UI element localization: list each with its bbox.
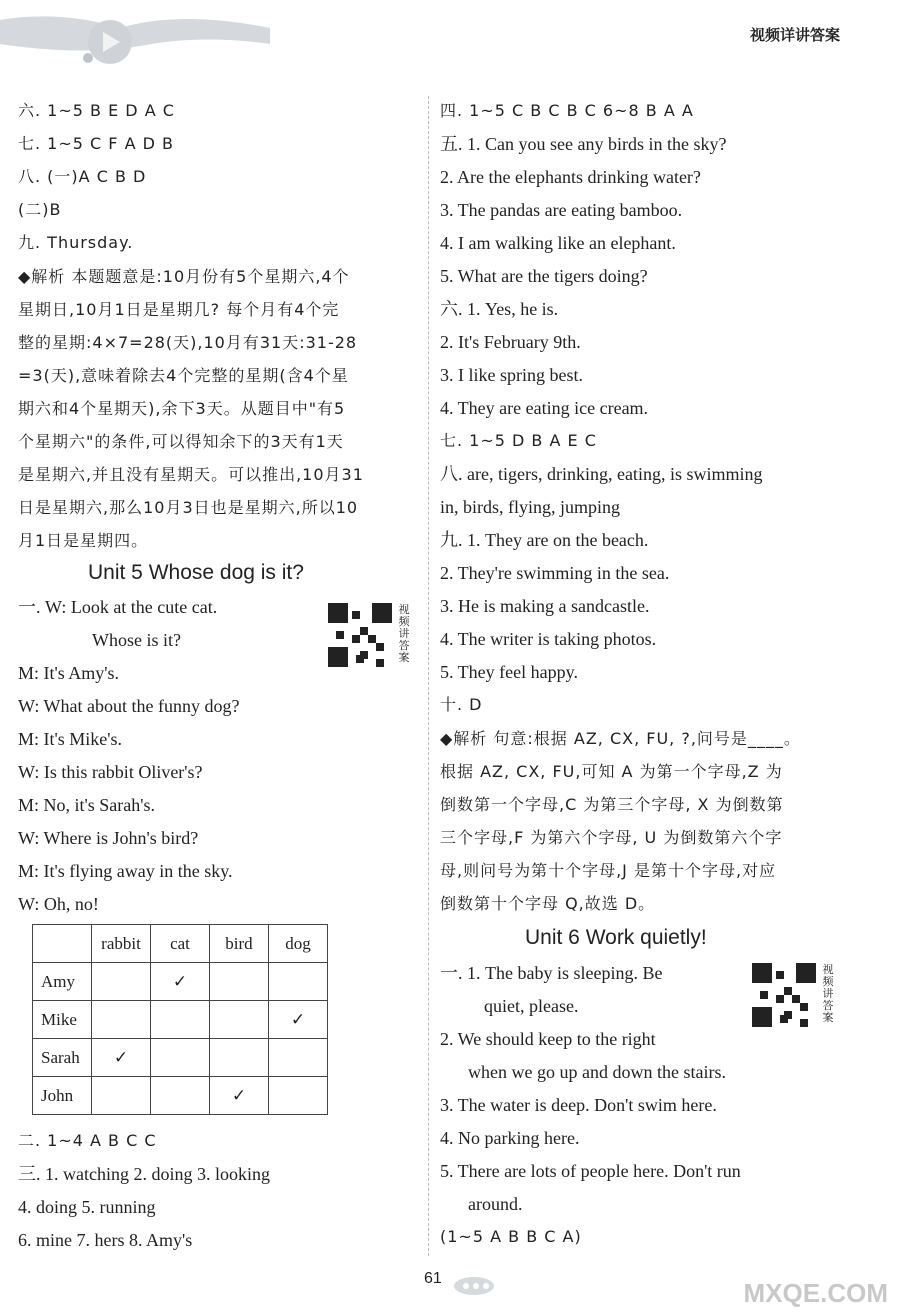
answer-line: 4. They are eating ice cream. — [440, 398, 649, 418]
answer-line: 十. D — [440, 695, 483, 714]
answer-line: (1~5 A B B C A) — [440, 1227, 582, 1246]
dialogue-line: M: No, it's Sarah's. — [18, 795, 155, 815]
answer-line: 6. mine 7. hers 8. Amy's — [18, 1230, 193, 1250]
answer-line: 4. No parking here. — [440, 1128, 580, 1148]
answer-line: 4. doing 5. running — [18, 1197, 156, 1217]
qr-code-icon — [752, 963, 816, 1027]
analysis-line: 个星期六"的条件,可以得知余下的3天有1天 — [18, 432, 344, 451]
answer-line: 九. Thursday. — [18, 233, 134, 252]
dialogue-line: W: Is this rabbit Oliver's? — [18, 762, 203, 782]
table-header-cell: cat — [151, 925, 210, 963]
answer-line: 六. 1~5 B E D A C — [18, 101, 175, 120]
check-mark — [92, 1001, 151, 1039]
check-mark — [92, 1077, 151, 1115]
analysis-line: 期六和4个星期天),余下3天。从题目中"有5 — [18, 399, 346, 418]
answer-line: 四. 1~5 C B C B C 6~8 B A A — [440, 101, 694, 120]
dialogue-line: M: It's Mike's. — [18, 729, 122, 749]
answer-line: 3. The pandas are eating bamboo. — [440, 200, 683, 220]
answer-line: 3. The water is deep. Don't swim here. — [440, 1095, 717, 1115]
answer-line: 4. I am walking like an elephant. — [440, 233, 676, 253]
page-number-decoration-icon — [450, 1270, 498, 1296]
qr-label: 视频讲答案 — [822, 963, 834, 1024]
table-header-cell: rabbit — [92, 925, 151, 963]
answer-line: 七. 1~5 D B A E C — [440, 431, 597, 450]
answer-line: 2. Are the elephants drinking water? — [440, 167, 701, 187]
table-row — [33, 1077, 328, 1115]
check-mark — [269, 1039, 328, 1077]
answer-line: in, birds, flying, jumping — [440, 497, 620, 517]
analysis-line: 倒数第十个字母 Q,故选 D。 — [440, 894, 656, 913]
answer-line: when we go up and down the stairs. — [468, 1062, 726, 1082]
dialogue-line: M: It's Amy's. — [18, 663, 120, 683]
table-row — [33, 1001, 328, 1039]
unit-5-heading: Unit 5 Whose dog is it? — [88, 561, 304, 584]
qr-label: 视频讲答案 — [398, 603, 410, 664]
check-mark — [210, 1039, 269, 1077]
analysis-line: 母,则问号为第十个字母,J 是第十个字母,对应 — [440, 861, 777, 880]
answer-line: 5. What are the tigers doing? — [440, 266, 648, 286]
answer-line: 5. There are lots of people here. Don't run — [440, 1161, 741, 1181]
table-row — [33, 963, 328, 1001]
answer-line: (二)B — [18, 200, 62, 219]
answer-line: 八. (一)A C B D — [18, 167, 147, 186]
check-mark — [210, 963, 269, 1001]
analysis-line: 整的星期:4×7=28(天),10月有31天:31-28 — [18, 333, 358, 352]
answer-line: 六. 1. Yes, he is. — [440, 299, 559, 319]
answer-line: 九. 1. They are on the beach. — [440, 530, 649, 550]
answer-line: 七. 1~5 C F A D B — [18, 134, 174, 153]
dialogue-line: W: Where is John's bird? — [18, 828, 199, 848]
answer-line: 2. It's February 9th. — [440, 332, 581, 352]
analysis-line: 月1日是星期四。 — [18, 531, 149, 550]
check-mark — [210, 1001, 269, 1039]
table-row-name: Mike — [33, 1001, 92, 1039]
analysis-line: ◆解析 句意:根据 AZ, CX, FU, ?,问号是____。 — [440, 729, 801, 748]
analysis-line: ◆解析 本题题意是:10月份有5个星期六,4个 — [18, 267, 350, 286]
check-mark — [151, 1077, 210, 1115]
dialogue-line: M: It's flying away in the sky. — [18, 861, 233, 881]
answer-line: 三. 1. watching 2. doing 3. looking — [18, 1164, 270, 1184]
answer-line: 3. He is making a sandcastle. — [440, 596, 650, 616]
check-mark — [151, 1001, 210, 1039]
answer-line: 2. We should keep to the right — [440, 1029, 656, 1049]
check-mark — [151, 1039, 210, 1077]
table-header-cell: bird — [210, 925, 269, 963]
answer-table — [32, 924, 328, 1115]
answer-line: around. — [468, 1194, 523, 1214]
qr-code-icon — [328, 603, 392, 667]
dialogue-line: W: Oh, no! — [18, 894, 99, 914]
check-mark — [269, 963, 328, 1001]
table-header-cell: dog — [269, 925, 328, 963]
analysis-line: 日是星期六,那么10月3日也是星期六,所以10 — [18, 498, 359, 517]
analysis-line: =3(天),意味着除去4个完整的星期(含4个星 — [18, 366, 349, 385]
page-number: 61 — [424, 1270, 442, 1287]
analysis-line: 三个字母,F 为第六个字母, U 为倒数第六个字 — [440, 828, 783, 847]
answer-line: 一. 1. The baby is sleeping. Be — [440, 963, 663, 983]
analysis-line: 根据 AZ, CX, FU,可知 A 为第一个字母,Z 为 — [440, 762, 783, 781]
answer-line: 5. They feel happy. — [440, 662, 578, 682]
watermark: MXQE.COM — [743, 1278, 888, 1308]
check-mark — [269, 1077, 328, 1115]
column-divider — [428, 96, 429, 1256]
dialogue-line: W: What about the funny dog? — [18, 696, 240, 716]
header-title: 视频详讲答案 — [749, 26, 840, 44]
answer-line: 4. The writer is taking photos. — [440, 629, 657, 649]
answer-line: 八. are, tigers, drinking, eating, is swimming — [440, 464, 763, 484]
answer-line: 五. 1. Can you see any birds in the sky? — [440, 134, 727, 154]
check-mark: ✓ — [92, 1039, 151, 1077]
check-mark: ✓ — [151, 963, 210, 1001]
answer-line: 二. 1~4 A B C C — [18, 1131, 157, 1150]
answer-line: quiet, please. — [484, 996, 579, 1016]
table-row — [33, 1039, 328, 1077]
check-mark: ✓ — [210, 1077, 269, 1115]
analysis-line: 倒数第一个字母,C 为第三个字母, X 为倒数第 — [440, 795, 784, 814]
check-mark — [92, 963, 151, 1001]
analysis-line: 星期日,10月1日是星期几? 每个月有4个完 — [18, 300, 340, 319]
analysis-line: 是星期六,并且没有星期天。可以推出,10月31 — [18, 465, 364, 484]
unit-6-heading: Unit 6 Work quietly! — [525, 926, 707, 949]
table-header-row — [33, 925, 328, 963]
table-row-name: Sarah — [33, 1039, 92, 1077]
check-mark: ✓ — [269, 1001, 328, 1039]
answer-line: 2. They're swimming in the sea. — [440, 563, 670, 583]
table-header-cell — [33, 925, 92, 963]
dialogue-line: 一. W: Look at the cute cat. — [18, 597, 218, 617]
table-row-name: Amy — [33, 963, 92, 1001]
table-row-name: John — [33, 1077, 92, 1115]
dialogue-line: Whose is it? — [92, 630, 181, 650]
answer-line: 3. I like spring best. — [440, 365, 583, 385]
header-banner-decoration — [0, 0, 270, 70]
